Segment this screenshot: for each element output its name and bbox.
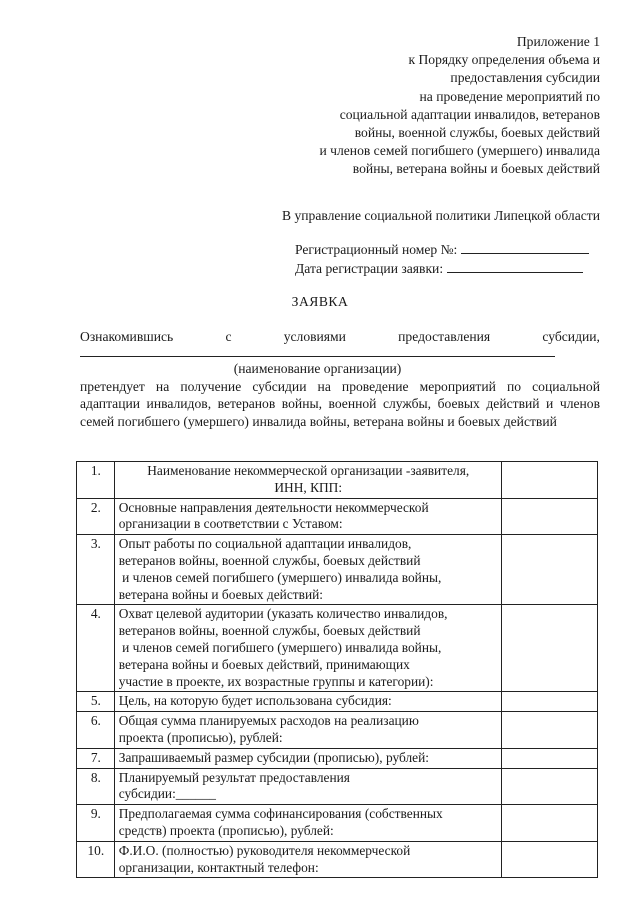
- registration-number-label: Регистрационный номер №:: [295, 242, 458, 257]
- row-value-field[interactable]: [501, 498, 597, 535]
- row-description-line: Ф.И.О. (полностью) руководителя некоммерческой: [118, 842, 411, 858]
- registration-block: [295, 240, 600, 278]
- appendix-line: на проведение мероприятий по: [419, 88, 600, 104]
- row-description: [114, 768, 501, 805]
- row-description: [114, 605, 501, 692]
- row-description: [114, 841, 501, 878]
- table-row: [77, 712, 598, 749]
- row-description: [114, 498, 501, 535]
- row-number: 8.: [77, 768, 115, 805]
- appendix-header: [180, 33, 600, 179]
- table-row: [77, 768, 598, 805]
- registration-number-field[interactable]: [461, 241, 589, 254]
- row-description-line: Опыт работы по социальной адаптации инвалидов,: [118, 536, 412, 552]
- row-description-line: ветеранов войны, военной службы, боевых действий: [118, 552, 421, 568]
- row-description-line: и членов семей погибшего (умершего) инвалида войны,: [118, 639, 442, 655]
- row-description: [114, 712, 501, 749]
- organization-caption: (наименование организации): [233, 361, 402, 376]
- intro-word: Ознакомившись: [80, 329, 174, 344]
- row-number: 10.: [77, 841, 115, 878]
- appendix-line: социальной адаптации инвалидов, ветеранов: [339, 106, 600, 122]
- row-description-line: Предполагаемая сумма софинансирования (собственных: [118, 806, 443, 822]
- appendix-line: войны, военной службы, боевых действий: [354, 125, 600, 141]
- table-row: [77, 498, 598, 535]
- row-number: 3.: [77, 535, 115, 605]
- row-description-line: субсидии:______: [118, 786, 216, 802]
- appendix-line: к Порядку определения объема и: [408, 52, 600, 68]
- appendix-line: войны, ветерана войны и боевых действий: [352, 161, 600, 177]
- intro-word: с: [225, 329, 232, 344]
- table-row: [77, 748, 598, 768]
- row-description: [114, 805, 501, 842]
- registration-number-row: [295, 240, 600, 259]
- organization-name-field[interactable]: [80, 356, 555, 357]
- registration-date-label: Дата регистрации заявки:: [295, 261, 444, 276]
- table-row: [77, 535, 598, 605]
- row-description-line: Планируемый результат предоставления: [118, 769, 350, 785]
- page-title: ЗАЯВКА: [291, 294, 349, 309]
- row-description-line: участие в проекте, их возрастные группы и категории):: [118, 673, 434, 689]
- appendix-line: и членов семей погибшего (умершего) инвалида: [319, 143, 600, 159]
- row-value-field[interactable]: [501, 692, 597, 712]
- row-description-line: средств) проекта (прописью), рублей:: [118, 822, 334, 838]
- application-table: [76, 461, 598, 878]
- row-description-line: ветерана войны и боевых действий, принимающих: [118, 656, 410, 672]
- intro-line: [80, 328, 600, 345]
- table-row: [77, 462, 598, 499]
- appendix-line: Приложение 1: [516, 34, 600, 49]
- table-row: [77, 692, 598, 712]
- intro-word: субсидии,: [542, 329, 600, 344]
- table-row: [77, 841, 598, 878]
- row-number: 9.: [77, 805, 115, 842]
- row-value-field[interactable]: [501, 712, 597, 749]
- row-description-line: Запрашиваемый размер субсидии (прописью), рублей:: [118, 749, 429, 765]
- table-row: [77, 805, 598, 842]
- row-number: 2.: [77, 498, 115, 535]
- row-description-line: ветеранов войны, военной службы, боевых действий: [118, 623, 421, 639]
- row-value-field[interactable]: [501, 605, 597, 692]
- row-description-line: Основные направления деятельности некоммерческой: [118, 499, 429, 515]
- table-row: [77, 605, 598, 692]
- appendix-line: предоставления субсидии: [450, 70, 600, 86]
- registration-date-row: [295, 259, 600, 278]
- row-description-line: организации в соответствии с Уставом:: [118, 516, 343, 532]
- row-value-field[interactable]: [501, 535, 597, 605]
- application-paragraph: претендует на получение субсидии на проведение мероприятий по социальной адаптации инвалидов, ветеранов войны, военной службы, боевых действий и членов семей погибшего (умершего) инвалида войны, ветерана войны и боевых действий: [80, 379, 600, 429]
- row-value-field[interactable]: [501, 805, 597, 842]
- row-value-field[interactable]: [501, 768, 597, 805]
- row-description-line: ИНН, КПП:: [274, 479, 343, 495]
- row-number: 5.: [77, 692, 115, 712]
- intro-word: условиями: [283, 329, 346, 344]
- row-description-line: проекта (прописью), рублей:: [118, 729, 283, 745]
- addressee: В управление социальной политики Липецкой области: [281, 208, 600, 223]
- row-number: 4.: [77, 605, 115, 692]
- row-value-field[interactable]: [501, 841, 597, 878]
- row-description-line: и членов семей погибшего (умершего) инвалида войны,: [118, 569, 442, 585]
- row-description-line: организации, контактный телефон:: [118, 859, 319, 875]
- row-description-line: Цель, на которую будет использована субсидия:: [118, 693, 392, 709]
- row-description-line: Охват целевой аудитории (указать количество инвалидов,: [118, 606, 448, 622]
- row-description-line: Наименование некоммерческой организации -заявителя,: [147, 463, 470, 478]
- intro-word: предоставления: [398, 329, 491, 344]
- row-description: [114, 692, 501, 712]
- registration-date-field[interactable]: [447, 260, 583, 273]
- row-number: 1.: [77, 462, 115, 499]
- row-description: [114, 748, 501, 768]
- row-value-field[interactable]: [501, 462, 597, 499]
- row-description-line: ветерана войны и боевых действий:: [118, 586, 324, 602]
- row-description: [114, 535, 501, 605]
- row-number: 6.: [77, 712, 115, 749]
- row-number: 7.: [77, 748, 115, 768]
- row-description-line: Общая сумма планируемых расходов на реализацию: [118, 713, 419, 729]
- row-value-field[interactable]: [501, 748, 597, 768]
- row-description: [114, 462, 501, 499]
